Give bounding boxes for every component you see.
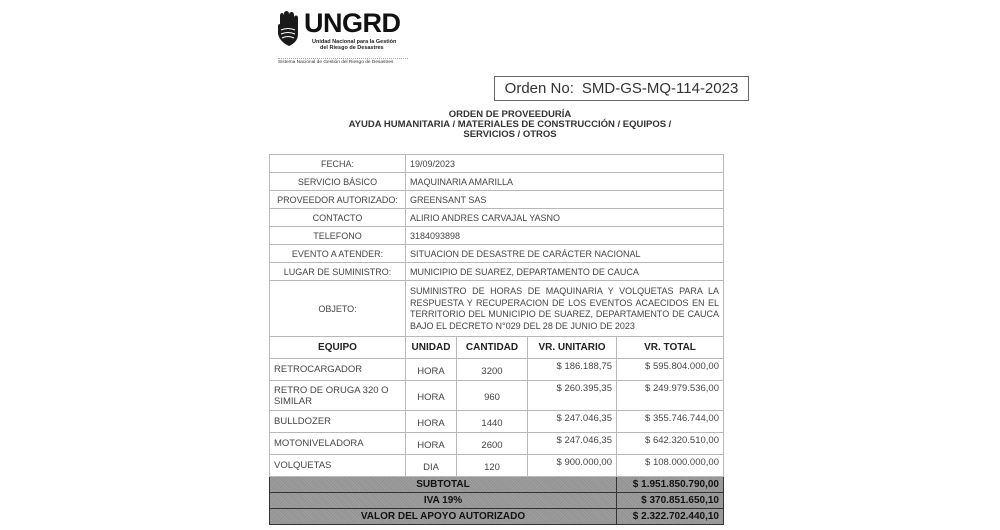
title-line-2: AYUDA HUMANITARIA / MATERIALES DE CONSTRUCCIÓN / EQUIPOS / xyxy=(348,119,672,130)
col-total: VR. TOTAL xyxy=(617,337,724,359)
info-value: SITUACION DE DESASTRE DE CARÁCTER NACIONAL xyxy=(406,245,724,263)
cell-unidad: HORA xyxy=(406,359,457,381)
cell-total: $ 642.320.510,00 xyxy=(617,433,724,455)
info-row-fecha xyxy=(270,155,724,173)
info-label: PROVEEDOR AUTORIZADO: xyxy=(270,191,406,209)
cell-cantidad: 2600 xyxy=(457,433,528,455)
info-value: 3184093898 xyxy=(406,227,724,245)
cell-cantidad: 3200 xyxy=(457,359,528,381)
cell-unidad: HORA xyxy=(406,433,457,455)
order-number-box xyxy=(494,76,749,101)
title-line-3: SERVICIOS / OTROS xyxy=(463,129,557,140)
cell-unidad: DIA xyxy=(406,455,457,477)
info-label: TELEFONO xyxy=(270,227,406,245)
total-authorized-value: $ 2.322.702.440,10 xyxy=(617,509,724,525)
cell-total: $ 355.746.744,00 xyxy=(617,411,724,433)
info-value: GREENSANT SAS xyxy=(406,191,724,209)
info-row-evento xyxy=(270,245,724,263)
iva-label: IVA 19% xyxy=(270,493,617,509)
info-label: SERVICIO BÁSICO xyxy=(270,173,406,191)
info-label: CONTACTO xyxy=(270,209,406,227)
cell-equipo: BULLDOZER xyxy=(270,411,406,433)
info-value: SUMINISTRO DE HORAS DE MAQUINARIA Y VOLQUETAS PARA LA RESPUESTA Y RECUPERACION DE LOS EVENTOS ACAECIDOS EN EL TERRITORIO DEL MUNICIPIO DE SUAREZ, DEPARTAMENTO DE CAUCA BAJO EL DECRETO N°029 DEL 28 DE JUNIO DE 2023 xyxy=(406,281,724,337)
col-unidad: UNIDAD xyxy=(406,337,457,359)
cell-unitario: $ 247.046,35 xyxy=(528,411,617,433)
cell-equipo: MOTONIVELADORA xyxy=(270,433,406,455)
subtotal-row xyxy=(270,477,724,493)
ungrd-logo xyxy=(276,8,416,65)
col-equipo: EQUIPO xyxy=(270,337,406,359)
cell-unitario: $ 900.000,00 xyxy=(528,455,617,477)
col-unitario: VR. UNITARIO xyxy=(528,337,617,359)
subtotal-label: SUBTOTAL xyxy=(270,477,617,493)
order-info-table xyxy=(269,154,724,337)
info-label: OBJETO: xyxy=(270,281,406,337)
info-label: FECHA: xyxy=(270,155,406,173)
info-label: EVENTO A ATENDER: xyxy=(270,245,406,263)
table-row xyxy=(270,411,724,433)
brand-subtitle-1: Unidad Nacional para la Gestión xyxy=(312,39,397,45)
order-label: Orden No: xyxy=(504,80,574,97)
col-cantidad: CANTIDAD xyxy=(457,337,528,359)
cell-equipo: RETRO DE ORUGA 320 O SIMILAR xyxy=(270,381,406,411)
iva-value: $ 370.851.650,10 xyxy=(617,493,724,509)
info-row-servicio xyxy=(270,173,724,191)
hand-emblem-icon xyxy=(276,10,300,48)
info-value: 19/09/2023 xyxy=(406,155,724,173)
total-authorized-row xyxy=(270,509,724,525)
cell-unitario: $ 260.395,35 xyxy=(528,381,617,411)
cell-total: $ 108.000.000,00 xyxy=(617,455,724,477)
table-row xyxy=(270,381,724,411)
equipment-table xyxy=(269,336,724,525)
info-label: LUGAR DE SUMINISTRO: xyxy=(270,263,406,281)
title-line-1: ORDEN DE PROVEEDURÍA xyxy=(448,109,572,120)
table-row xyxy=(270,455,724,477)
total-authorized-label: VALOR DEL APOYO AUTORIZADO xyxy=(270,509,617,525)
cell-cantidad: 1440 xyxy=(457,411,528,433)
system-line: Sistema Nacional de Gestión del Riesgo de Desastres xyxy=(278,58,408,65)
cell-equipo: VOLQUETAS xyxy=(270,455,406,477)
info-row-lugar xyxy=(270,263,724,281)
cell-unidad: HORA xyxy=(406,411,457,433)
order-number: SMD-GS-MQ-114-2023 xyxy=(581,80,739,97)
iva-row xyxy=(270,493,724,509)
subtotal-value: $ 1.951.850.790,00 xyxy=(617,477,724,493)
cell-unitario: $ 247.046,35 xyxy=(528,433,617,455)
cell-unitario: $ 186.188,75 xyxy=(528,359,617,381)
cell-total: $ 595.804.000,00 xyxy=(617,359,724,381)
info-row-contacto xyxy=(270,209,724,227)
table-row xyxy=(270,359,724,381)
info-row-objeto xyxy=(270,281,724,337)
brand-name: UNGRD xyxy=(304,8,401,38)
info-row-telefono xyxy=(270,227,724,245)
info-value: ALIRIO ANDRES CARVAJAL YASNO xyxy=(406,209,724,227)
info-value: MUNICIPIO DE SUAREZ, DEPARTAMENTO DE CAUCA xyxy=(406,263,724,281)
cell-cantidad: 120 xyxy=(457,455,528,477)
info-row-proveedor xyxy=(270,191,724,209)
info-value: MAQUINARIA AMARILLA xyxy=(406,173,724,191)
cell-unidad: HORA xyxy=(406,381,457,411)
cell-total: $ 249.979.536,00 xyxy=(617,381,724,411)
brand-subtitle-2: del Riesgo de Desastres xyxy=(320,45,384,51)
cell-cantidad: 960 xyxy=(457,381,528,411)
table-row xyxy=(270,433,724,455)
cell-equipo: RETROCARGADOR xyxy=(270,359,406,381)
document-title xyxy=(300,110,720,140)
equipment-header-row xyxy=(270,337,724,359)
